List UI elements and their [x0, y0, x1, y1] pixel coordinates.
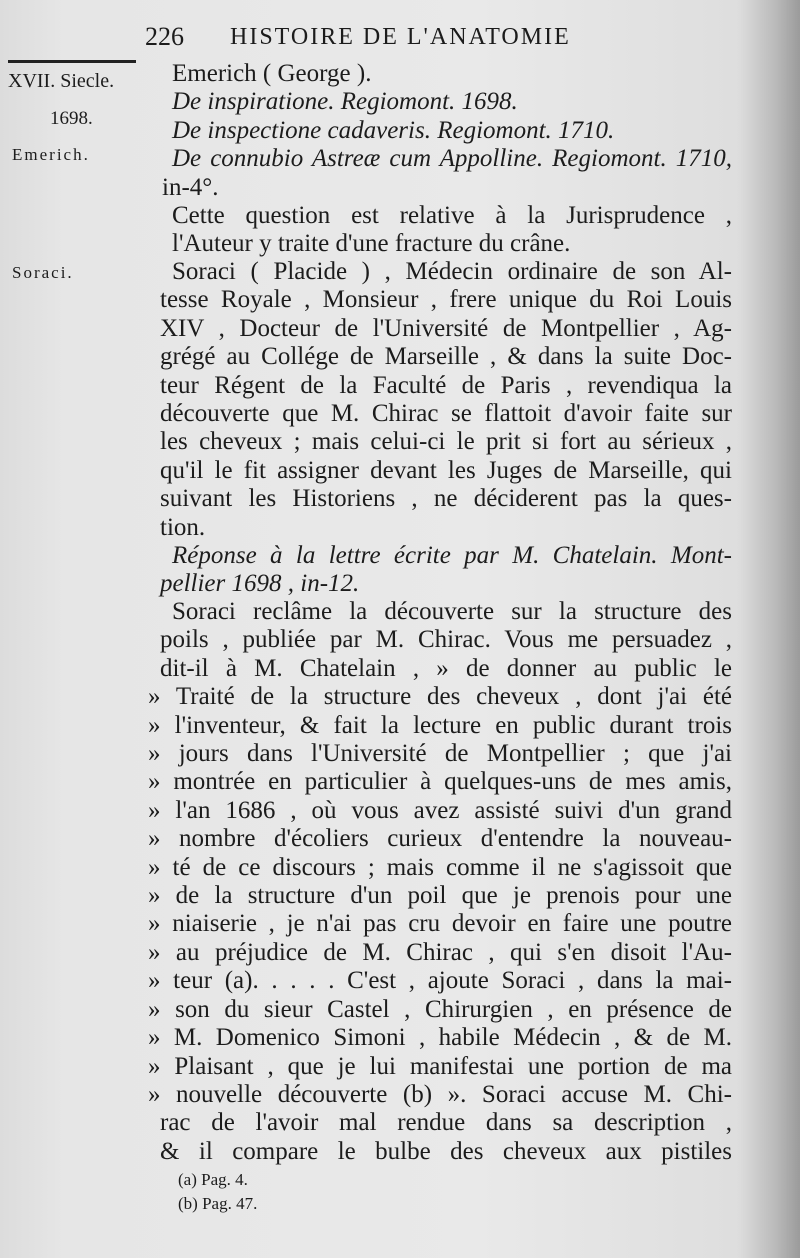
- emerich-entry: [162, 60, 732, 259]
- soraci-bio-line: grégé au Collége de Marseille , & dans la suite Doc-: [160, 343, 732, 371]
- header-rule: [8, 60, 136, 63]
- soraci-work: [160, 542, 732, 599]
- soraci-claim-line: » nouvelle découverte (b) ». Soraci accuse M. Chi-: [148, 1080, 732, 1108]
- soraci-claim-line: poils , publiée par M. Chirac. Vous me persuadez ,: [160, 626, 732, 654]
- soraci-bio-line: teur Régent de la Faculté de Paris , revendiqua la: [160, 371, 732, 399]
- soraci-work-line: Réponse à la lettre écrite par M. Chatelain. Mont-: [172, 542, 732, 569]
- margin-name-emerich: Emerich.: [12, 145, 90, 164]
- soraci-bio-line: suivant les Historiens , ne déciderent pas la ques-: [160, 485, 732, 513]
- footnote-a: (a) Pag. 4.: [178, 1170, 248, 1189]
- margin-name-soraci: Soraci.: [12, 263, 74, 282]
- footnote-b: (b) Pag. 47.: [178, 1194, 258, 1213]
- soraci-bio-line: Soraci ( Placide ) , Médecin ordinaire de son Al-: [172, 258, 732, 285]
- soraci-claim-line: » teur (a). . . . . C'est , ajoute Soraci , dans la mai-: [148, 967, 732, 995]
- soraci-claim-line: » M. Domenico Simoni , habile Médecin , & de M.: [148, 1024, 732, 1052]
- soraci-claim-line: Soraci reclâme la découverte sur la structure des: [172, 598, 732, 625]
- page-edge-shadow: [740, 0, 800, 1258]
- page-header: [145, 20, 665, 54]
- soraci-claim-line: & il compare le bulbe des cheveux aux pistiles: [160, 1137, 732, 1165]
- soraci-claim: [148, 598, 732, 1166]
- emerich-work-1: De inspiratione. Regiomont. 1698.: [172, 88, 518, 116]
- page-number: 226: [145, 22, 184, 51]
- soraci-bio-line: tion.: [160, 513, 206, 541]
- soraci-claim-line: » nombre d'écoliers curieux d'entendre la nouveau-: [148, 825, 732, 853]
- margin-year: 1698.: [50, 108, 93, 129]
- soraci-claim-line: » té de ce discours ; mais comme il ne s'agissoit que: [148, 853, 732, 881]
- footnotes: [178, 1168, 257, 1216]
- soraci-claim-line: » jours dans l'Université de Montpellier ; que j'ai: [148, 740, 732, 768]
- soraci-claim-line: » Plaisant , que je lui manifestai une portion de ma: [148, 1052, 732, 1080]
- soraci-claim-line: » l'inventeur, & fait la lecture en public durant trois: [148, 711, 732, 739]
- emerich-comment-2: l'Auteur y traite d'une fracture du crâne.: [172, 230, 571, 258]
- emerich-work-3: De connubio Astreæ cum Appolline. Regiomont. 1710,: [172, 145, 732, 173]
- soraci-claim-line: » au préjudice de M. Chirac , qui s'en disoit l'Au-: [148, 938, 732, 966]
- soraci-claim-line: » montrée en particulier à quelques-uns de mes amis,: [148, 768, 732, 796]
- emerich-comment-1: Cette question est relative à la Jurisprudence ,: [172, 202, 732, 230]
- soraci-bio-line: découverte que M. Chirac se flattoit d'avoir faite sur: [160, 400, 732, 428]
- soraci-bio-line: les cheveux ; mais celui-ci le prit si fort au sérieux ,: [160, 428, 732, 456]
- emerich-author: Emerich ( George ).: [172, 60, 372, 87]
- soraci-claim-line: » de la structure d'un poil que je prenois pour une: [148, 882, 732, 910]
- soraci-bio-line: tesse Royale , Monsieur , frere unique du Roi Louis: [160, 286, 732, 314]
- soraci-claim-line: » l'an 1686 , où vous avez assisté suivi d'un grand: [148, 796, 732, 824]
- running-title: HISTOIRE DE L'ANATOMIE: [230, 24, 571, 50]
- soraci-claim-line: rac de l'avoir mal rendue dans sa description ,: [160, 1109, 732, 1137]
- soraci-bio: [160, 258, 732, 542]
- margin-century: XVII. Siecle.: [8, 70, 115, 92]
- soraci-claim-line: » niaiserie , je n'ai pas cru devoir en faire une poutre: [148, 910, 732, 938]
- emerich-format: in-4°.: [162, 173, 219, 201]
- soraci-claim-line: dit-il à M. Chatelain , » de donner au public le: [160, 654, 732, 682]
- soraci-claim-line: » Traité de la structure des cheveux , dont j'ai été: [148, 683, 732, 711]
- emerich-work-2: De inspectione cadaveris. Regiomont. 1710.: [172, 116, 615, 144]
- soraci-work-line: pellier 1698 , in-12.: [160, 570, 360, 598]
- soraci-bio-line: qu'il le fit assigner devant les Juges de Marseille, qui: [160, 456, 732, 484]
- soraci-bio-line: XIV , Docteur de l'Université de Montpellier , Ag-: [160, 314, 732, 342]
- soraci-claim-line: » son du sieur Castel , Chirurgien , en présence de: [148, 995, 732, 1023]
